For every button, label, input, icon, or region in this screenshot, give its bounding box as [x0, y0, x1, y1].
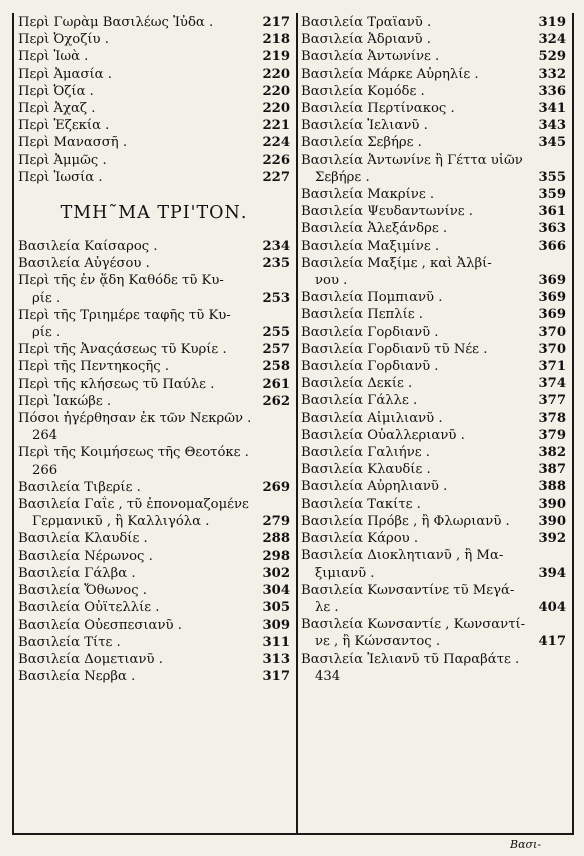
entry-page: 332: [538, 66, 566, 82]
index-entry: [18, 152, 290, 169]
index-entry-continuation: [18, 427, 290, 444]
entry-page: 343: [538, 118, 566, 134]
entry-title-continued: Σεβήρε .: [315, 169, 370, 185]
index-entry: [18, 634, 290, 651]
entry-page: 529: [538, 49, 566, 65]
entry-page: 363: [538, 221, 566, 237]
section-heading: ΤΜΗ῀ΜΑ ΤΡΙ'ΤΟΝ.: [60, 203, 248, 224]
index-entry: [18, 31, 290, 48]
entry-title: Περὶ τῆς Πεντηκοςῆς .: [18, 359, 170, 375]
index-entry: [18, 272, 290, 289]
entry-page: 235: [262, 256, 290, 272]
entry-title-continued: λε .: [315, 599, 339, 615]
entry-title: Βασιλεία Νέρωνος .: [18, 548, 153, 564]
entry-page: 288: [262, 531, 290, 547]
index-entry: [301, 358, 566, 375]
entry-page: 220: [262, 66, 290, 82]
index-entry: [18, 599, 290, 616]
index-entry: [301, 530, 566, 547]
entry-title: Βασιλεία Γαλιήνε .: [301, 445, 430, 461]
index-entry: [301, 255, 566, 272]
index-entry: [301, 461, 566, 478]
entry-title: Περὶ Ὀχοζίυ .: [18, 32, 109, 48]
entry-page: 234: [262, 239, 290, 255]
entry-page: 370: [538, 324, 566, 340]
entry-title: Βασιλεία Αἰμιλιανῦ .: [301, 410, 443, 426]
entry-page: 379: [538, 427, 566, 443]
index-entry: [301, 513, 566, 530]
index-entry: [301, 410, 566, 427]
entry-page: 392: [538, 531, 566, 547]
entry-page: 224: [262, 135, 290, 151]
index-entry-continuation: [18, 324, 290, 341]
index-entry: [18, 582, 290, 599]
index-entry: [301, 547, 566, 564]
index-entry: [18, 651, 290, 668]
entry-title: Βασιλεία Νερβα .: [18, 669, 136, 685]
index-entry: [18, 169, 290, 186]
entry-page: 226: [262, 152, 290, 168]
entry-title: Βασιλεία Γορδιανῦ τῦ Νέε .: [301, 341, 488, 357]
entry-title: Βασιλεία Δομετιανῦ .: [18, 651, 163, 667]
index-entry: [301, 31, 566, 48]
index-entry: [301, 392, 566, 409]
index-entry: [18, 393, 290, 410]
index-entry: [18, 14, 290, 31]
index-entry: [301, 582, 566, 599]
index-entry: [18, 255, 290, 272]
entry-title: Βασιλεία Κάρου .: [301, 531, 419, 547]
index-entry: [18, 117, 290, 134]
index-entry: [301, 238, 566, 255]
entry-title: Περὶ Ὀζία .: [18, 83, 94, 99]
entry-page: 369: [538, 273, 566, 289]
entry-title: Βασιλεία Ὄθωνος .: [18, 583, 148, 599]
entry-page: 374: [538, 376, 566, 392]
entry-title: Βασιλεία Γορδιανῦ .: [301, 324, 439, 340]
entry-title: Περὶ Ἰωὰ .: [18, 49, 89, 65]
index-entry: [18, 444, 290, 461]
entry-title: Βασιλεία Τιβερίε .: [18, 479, 141, 495]
entry-page: 313: [262, 651, 290, 667]
entry-title: Βασιλεία Δεκίε .: [301, 376, 413, 392]
index-entry: [18, 100, 290, 117]
index-entry: [301, 427, 566, 444]
entry-page: 298: [262, 548, 290, 564]
entry-page: 394: [538, 565, 566, 581]
entry-page: 253: [262, 290, 290, 306]
index-entry: [301, 496, 566, 513]
index-entry: [301, 100, 566, 117]
bottom-rule: [12, 833, 572, 835]
index-entry: [301, 289, 566, 306]
index-entry: [301, 186, 566, 203]
entry-page: 371: [538, 359, 566, 375]
entry-page: 227: [262, 169, 290, 185]
entry-page: 258: [262, 359, 290, 375]
entry-title: Βασιλεία Ἰελιανῦ τῦ Παραβάτε .: [301, 651, 520, 667]
entry-title: Περὶ τῆς Κοιμήσεως τῆς Θεοτόκε .: [18, 445, 249, 461]
index-entry: [18, 358, 290, 375]
entry-title: Βασιλεία Ψευδαντωνίνε .: [301, 204, 473, 220]
entry-title: Περὶ Ἀμμῶς .: [18, 152, 107, 168]
entry-page: 302: [262, 565, 290, 581]
entry-page: 417: [538, 634, 566, 650]
entry-page: 305: [262, 600, 290, 616]
entry-title-continued: ρίε .: [32, 325, 61, 341]
index-entry-continuation: [301, 169, 566, 186]
entry-page: 366: [538, 238, 566, 254]
index-entry-continuation: [18, 290, 290, 307]
index-entry: [301, 651, 566, 668]
index-entry: [18, 238, 290, 255]
index-entry: [18, 668, 290, 685]
entry-title: Βασιλεία Οὐϊτελλίε .: [18, 600, 160, 616]
entry-title-continued: Γερμανικῦ , ἢ Καλλιγόλα .: [32, 514, 210, 530]
entry-page: 377: [538, 393, 566, 409]
entry-page: 220: [262, 101, 290, 117]
entry-page: 390: [538, 496, 566, 512]
index-entry: [18, 376, 290, 393]
entry-title: Βασιλεία Κομόδε .: [301, 83, 425, 99]
index-entry: [18, 48, 290, 65]
index-entry-continuation: [301, 668, 566, 685]
entry-title: Βασιλεία Μαξίμε , καὶ Ἀλβί-: [301, 255, 492, 271]
entry-title: Βασιλεία Οὐεσπεσιανῦ .: [18, 617, 182, 633]
entry-page: 355: [538, 169, 566, 185]
index-entry: [301, 203, 566, 220]
index-entry: [301, 324, 566, 341]
index-entry: [18, 341, 290, 358]
entry-title: Βασιλεία Σεβήρε .: [301, 135, 422, 151]
entry-page: 311: [262, 634, 290, 650]
index-entry: [301, 341, 566, 358]
entry-title: Βασιλεία Γάλλε .: [301, 393, 418, 409]
entry-title-continued: νε , ἢ Κώνσαντος .: [315, 634, 441, 650]
entry-page: 319: [538, 15, 566, 30]
entry-page: 359: [538, 187, 566, 203]
index-entry: [18, 134, 290, 151]
index-entry: [301, 478, 566, 495]
index-entry: [301, 444, 566, 461]
entry-title: Βασιλεία Τακίτε .: [301, 496, 421, 512]
index-entry: [18, 83, 290, 100]
entry-title: Περὶ Ἐζεκία .: [18, 118, 110, 134]
index-entry: [18, 548, 290, 565]
index-entry: [301, 83, 566, 100]
entry-page: 279: [262, 514, 290, 530]
entry-title: Βασιλεία Πομπιανῦ .: [301, 290, 443, 306]
entry-page: 220: [262, 83, 290, 99]
entry-page: 317: [262, 669, 290, 685]
entry-page: 255: [262, 325, 290, 341]
entry-title: Περὶ τῆς κλήσεως τῦ Παύλε .: [18, 376, 215, 392]
entry-title: Βασιλεία Μακρίνε .: [301, 187, 435, 203]
entry-page: 390: [538, 513, 566, 529]
entry-page: 262: [262, 393, 290, 409]
entry-title: Βασιλεία Αὐρηλιανῦ .: [301, 479, 448, 495]
entry-page: 336: [538, 83, 566, 99]
entry-page: 257: [262, 342, 290, 358]
entry-title-continued: νου .: [315, 273, 348, 289]
index-entry: [301, 117, 566, 134]
index-entry: [18, 307, 290, 324]
index-entry: [301, 306, 566, 323]
index-entry: [301, 220, 566, 237]
index-group-kings: [18, 14, 290, 186]
entry-title: Περὶ τῆς Τριημέρε ταφῆς τῦ Κυ-: [18, 307, 231, 323]
entry-title: Βασιλεία Τραϊανῦ .: [301, 15, 432, 30]
index-entry: [18, 66, 290, 83]
index-group-emperors-cont: [301, 14, 566, 685]
index-entry: [301, 616, 566, 633]
entry-page: 361: [538, 204, 566, 220]
entry-page: 221: [262, 118, 290, 134]
left-column: [18, 14, 290, 685]
entry-title: Βασιλεία Γαΐε , τῦ ἐπονομαζομένε: [18, 497, 249, 513]
index-entry: [18, 530, 290, 547]
entry-page: 345: [538, 135, 566, 151]
index-entry: [301, 152, 566, 169]
entry-page: 387: [538, 462, 566, 478]
entry-title-continued: ρίε .: [32, 290, 61, 306]
entry-page: 261: [262, 376, 290, 392]
entry-title-continued: 264: [32, 428, 58, 444]
entry-title: Περὶ Ἰωσία .: [18, 169, 103, 185]
entry-page: 378: [538, 410, 566, 426]
index-entry: [18, 410, 290, 427]
index-group-emperors: [18, 238, 290, 685]
entry-title: Περὶ Ἀμασία .: [18, 66, 112, 82]
index-entry-continuation: [301, 599, 566, 616]
index-entry: [301, 134, 566, 151]
entry-title: Βασιλεία Διοκλητιανῦ , ἢ Μα-: [301, 548, 504, 564]
entry-title: Βασιλεία Κλαυδίε .: [18, 531, 148, 547]
entry-title: Βασιλεία Καίσαρος .: [18, 239, 158, 255]
entry-title: Βασιλεία Μάρκε Αὐρηλίε .: [301, 66, 479, 82]
index-entry-continuation: [301, 565, 566, 582]
entry-title: Περὶ Γωρὰμ Βασιλέως Ἰὐδα .: [18, 15, 214, 30]
index-entry: [18, 565, 290, 582]
entry-page: 304: [262, 583, 290, 599]
entry-page: 341: [538, 101, 566, 117]
entry-page: 217: [262, 15, 290, 30]
entry-title: Βασιλεία Ἀλεξάνδρε .: [301, 221, 448, 237]
entry-title: Περὶ τῆς Ἀναςάσεως τῦ Κυρίε .: [18, 342, 227, 358]
entry-page: 369: [538, 290, 566, 306]
entry-title: Βασιλεία Αὐγέσου .: [18, 256, 150, 272]
index-entry-continuation: [18, 462, 290, 479]
entry-title: Περὶ Ἀχαζ .: [18, 101, 96, 117]
entry-title: Περὶ Μανασσῆ .: [18, 135, 128, 151]
entry-page: 219: [262, 49, 290, 65]
index-entry: [301, 375, 566, 392]
index-entry: [301, 14, 566, 31]
entry-title: Βασιλεία Ἀντωνίνε ἢ Γέττα υἱῶν: [301, 152, 523, 168]
index-entry: [18, 496, 290, 513]
index-entry-continuation: [301, 272, 566, 289]
entry-page: 404: [538, 599, 566, 615]
entry-title-continued: ξιμιανῦ .: [315, 565, 375, 581]
entry-page: 309: [262, 617, 290, 633]
index-entry: [301, 66, 566, 83]
entry-page: 370: [538, 341, 566, 357]
entry-page: 388: [538, 479, 566, 495]
index-entry: [18, 617, 290, 634]
index-entry-continuation: [18, 513, 290, 530]
catchword: Βασι-: [510, 838, 542, 851]
entry-title: Βασιλεία Ἰελιανῦ .: [301, 118, 428, 134]
entry-title: Πόσοι ἠγέρθησαν ἐκ τῶν Νεκρῶν .: [18, 411, 252, 427]
right-column: [301, 14, 566, 685]
index-entry: [301, 48, 566, 65]
entry-title: Βασιλεία Κωνσαντίνε τῦ Μεγά-: [301, 582, 515, 598]
entry-title: Βασιλεία Οὐαλλεριανῦ .: [301, 427, 465, 443]
entry-title: Βασιλεία Γάλβα .: [18, 565, 136, 581]
entry-title: Βασιλεία Ἀντωνίνε .: [301, 49, 440, 65]
entry-title-continued: 266: [32, 462, 58, 478]
index-entry: [18, 479, 290, 496]
entry-title: Περὶ τῆς ἐν ᾅδη Καθόδε τῦ Κυ-: [18, 273, 224, 289]
entry-title: Βασιλεία Τίτε .: [18, 634, 121, 650]
entry-title: Βασιλεία Πεπλίε .: [301, 307, 423, 323]
entry-page: 324: [538, 32, 566, 48]
entry-title: Βασιλεία Ἀδριανῦ .: [301, 32, 431, 48]
entry-title: Περὶ Ἰακώβε .: [18, 393, 112, 409]
column-divider: [296, 13, 298, 835]
entry-page: 382: [538, 445, 566, 461]
entry-title: Βασιλεία Μαξιμίνε .: [301, 238, 440, 254]
entry-page: 269: [262, 479, 290, 495]
index-entry-continuation: [301, 633, 566, 650]
entry-title: Βασιλεία Γορδιανῦ .: [301, 359, 439, 375]
entry-page: 218: [262, 32, 290, 48]
entry-title-continued: 434: [315, 668, 341, 684]
entry-title: Βασιλεία Περτίνακος .: [301, 101, 455, 117]
entry-title: Βασιλεία Κωνσαντίε , Κωνσαντί-: [301, 617, 526, 633]
entry-title: Βασιλεία Πρόβε , ἢ Φλωριανῦ .: [301, 513, 510, 529]
entry-page: 369: [538, 307, 566, 323]
entry-title: Βασιλεία Κλαυδίε .: [301, 462, 431, 478]
